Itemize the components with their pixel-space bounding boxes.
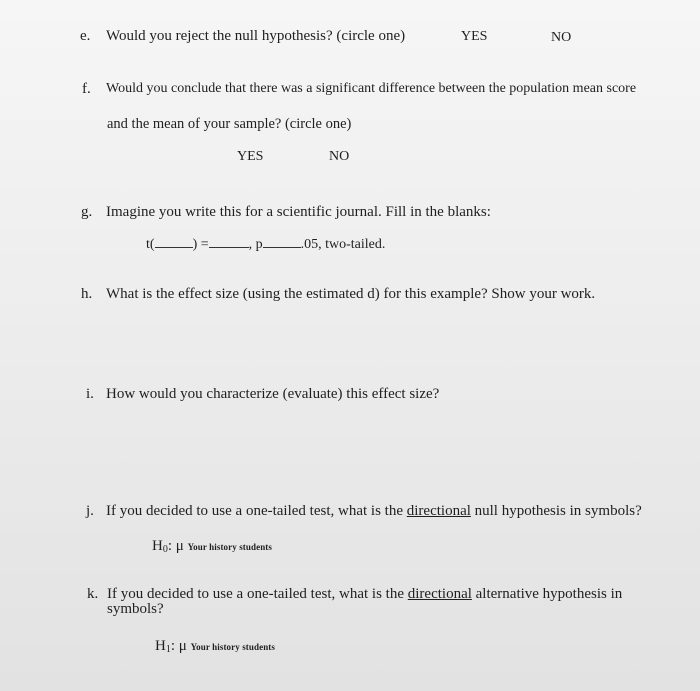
p-label: p xyxy=(255,237,263,252)
item-k-text-before: If you decided to use a one-tailed test, what is the xyxy=(107,586,408,602)
item-j-text-before: If you decided to use a one-tailed test, what is the xyxy=(106,503,407,519)
item-f-no-option: NO xyxy=(329,149,350,164)
item-j-question xyxy=(106,502,642,520)
null-hypothesis-line xyxy=(152,537,272,559)
item-i-question: How would you characterize (evaluate) this effect size? xyxy=(106,386,440,402)
alpha-label: .05, two-tailed. xyxy=(300,237,386,252)
item-g-question: Imagine you write this for a scientific journal. Fill in the blanks: xyxy=(106,204,491,220)
item-g-letter: g. xyxy=(81,204,93,220)
item-g-report-line xyxy=(146,235,385,254)
alternative-hypothesis-line xyxy=(155,637,275,659)
mu-subscript-label: Your history students xyxy=(190,642,276,652)
item-k-question-line1 xyxy=(107,585,622,603)
item-e-letter: e. xyxy=(80,28,91,44)
item-j-underlined-word: directional xyxy=(406,503,471,519)
item-e-yes-option: YES xyxy=(461,29,488,44)
item-j-letter: j. xyxy=(86,503,94,519)
t-open-label: t( xyxy=(146,237,155,252)
item-e-question: Would you reject the null hypothesis? (circle one) xyxy=(106,28,406,44)
item-k-underlined-word: directional xyxy=(407,586,472,602)
comma-label: , xyxy=(248,237,253,252)
item-k-text-after: alternative hypothesis in xyxy=(471,586,623,602)
item-f-yes-option: YES xyxy=(237,149,264,164)
h0-symbol: $H_0$: xyxy=(152,538,173,555)
item-f-question-line2: and the mean of your sample? (circle one) xyxy=(107,116,352,132)
item-k-letter: k. xyxy=(87,586,99,602)
mu-symbol: μ xyxy=(178,638,187,654)
item-i-letter: i. xyxy=(86,386,94,402)
item-e-no-option: NO xyxy=(551,30,572,45)
item-f-question-line1: Would you conclude that there was a significant difference between the population mean score xyxy=(106,81,637,96)
t-value-blank[interactable] xyxy=(209,235,249,248)
t-close-label: ) = xyxy=(192,237,209,252)
item-j-text-after: null hypothesis in symbols? xyxy=(470,503,642,519)
mu-subscript-label: Your history students xyxy=(187,542,273,552)
h1-symbol: $H_1$: xyxy=(155,638,176,655)
item-h-letter: h. xyxy=(81,286,93,302)
item-f-letter: f. xyxy=(82,81,91,97)
mu-symbol: μ xyxy=(175,538,184,554)
item-h-question: What is the effect size (using the estimated d) for this example? Show your work. xyxy=(106,286,596,302)
item-k-question-line2: symbols? xyxy=(107,601,164,617)
p-comparison-blank[interactable] xyxy=(263,235,301,248)
df-blank[interactable] xyxy=(155,235,193,248)
